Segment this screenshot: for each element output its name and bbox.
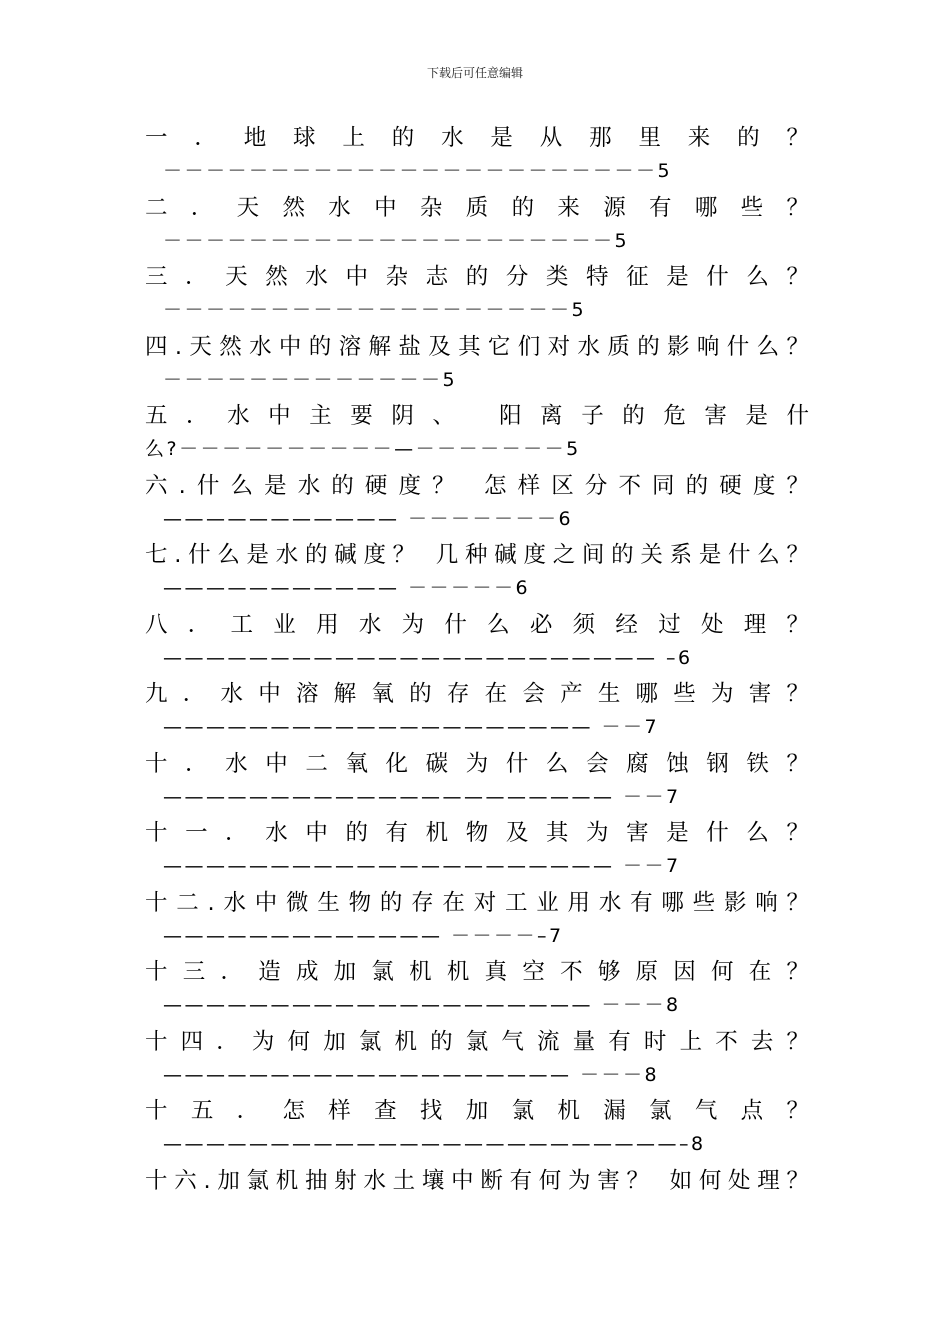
toc-entry-title: 五．水中主要阴、 阳离子的危害是什 — [145, 403, 809, 429]
toc-entry-title: 十四．为何加氯机的氯气流量有时上不去？ — [145, 1028, 809, 1055]
toc-entry-leader: ————————————— －－－－–7 — [163, 924, 564, 947]
toc-entry-3 — [145, 260, 809, 330]
toc-entry-leader: 么?－－－－－－－－－－—－－－－－－－5 — [145, 438, 581, 460]
toc-entry-title: 九．水中溶解氧的存在会产生哪些为害？ — [145, 681, 809, 707]
toc-entry-leader: －－－－－－－－－－－－－－－－－－－5 — [163, 299, 587, 321]
toc-entry-leader: ————————————————————————–8 — [163, 1133, 706, 1155]
toc-entry-14 — [145, 1025, 809, 1095]
toc-entry-1 — [145, 121, 809, 191]
toc-entry-title: 一．地球上的水是从那里来的？ — [145, 125, 809, 151]
toc-entry-8 — [145, 608, 809, 678]
toc-entry-leader: ————————————————————— －－7 — [163, 855, 681, 877]
toc-entry-title: 三．天然水中杂志的分类特征是什么？ — [145, 264, 809, 290]
toc-entry-title: 七.什么是水的碱度？ 几种碱度之间的关系是什么？ — [145, 542, 809, 568]
toc-entry-title: 八．工业用水为什么必须经过处理？ — [145, 611, 809, 638]
toc-entry-11 — [145, 816, 809, 886]
toc-entry-leader: －－－－－－－－－－－－－5 — [163, 368, 458, 391]
toc-entry-9 — [145, 677, 809, 747]
toc-entry-title: 十一．水中的有机物及其为害是什么？ — [145, 820, 809, 846]
toc-entry-title: 二．天然水中杂质的来源有哪些？ — [145, 194, 809, 221]
toc-entry-leader: －－－－－－－－－－－－－－－－－－－－－5 — [163, 229, 630, 252]
toc-entry-title: 十六.加氯机抽射水土壤中断有何为害？ 如何处理？ — [145, 1167, 809, 1194]
toc-entry-leader: ——————————— －－－－－－－6 — [163, 507, 574, 530]
toc-entry-leader: ————————————————————— －－7 — [163, 785, 681, 808]
toc-entry-leader: －－－－－－－－－－－－－－－－－－－－－－－5 — [163, 160, 673, 182]
toc-entry-15 — [145, 1094, 809, 1164]
toc-entry-10 — [145, 747, 809, 817]
toc-entry-title: 十．水中二氧化碳为什么会腐蚀钢铁？ — [145, 750, 809, 777]
page-header-note: 下载后可任意编辑 — [426, 66, 523, 80]
toc-entry-title: 十五．怎样查找加氯机漏氯气点？ — [145, 1098, 809, 1124]
toc-entry-leader: ———————————————————— －－7 — [163, 716, 660, 738]
toc-entry-title: 十二.水中微生物的存在对工业用水有哪些影响？ — [145, 889, 809, 916]
toc-entry-5 — [145, 399, 809, 469]
toc-entry-leader: ——————————— －－－－－6 — [163, 577, 531, 599]
toc-entry-leader: ——————————————————————— –6 — [163, 646, 693, 669]
table-of-contents — [145, 121, 809, 1233]
toc-entry-16 — [145, 1164, 809, 1234]
toc-entry-title: 十三．造成加氯机机真空不够原因何在？ — [145, 959, 809, 985]
toc-entry-title: 六.什么是水的硬度？ 怎样区分不同的硬度？ — [145, 472, 809, 499]
toc-entry-title: 四.天然水中的溶解盐及其它们对水质的影响什么？ — [145, 333, 809, 360]
toc-entry-13 — [145, 955, 809, 1025]
toc-entry-7 — [145, 538, 809, 608]
toc-entry-leader: ———————————————————— －－－8 — [163, 994, 681, 1016]
toc-entry-4 — [145, 330, 809, 400]
toc-entry-12 — [145, 886, 809, 956]
toc-entry-leader: ——————————————————— －－－8 — [163, 1063, 660, 1086]
toc-entry-6 — [145, 469, 809, 539]
toc-entry-2 — [145, 191, 809, 261]
